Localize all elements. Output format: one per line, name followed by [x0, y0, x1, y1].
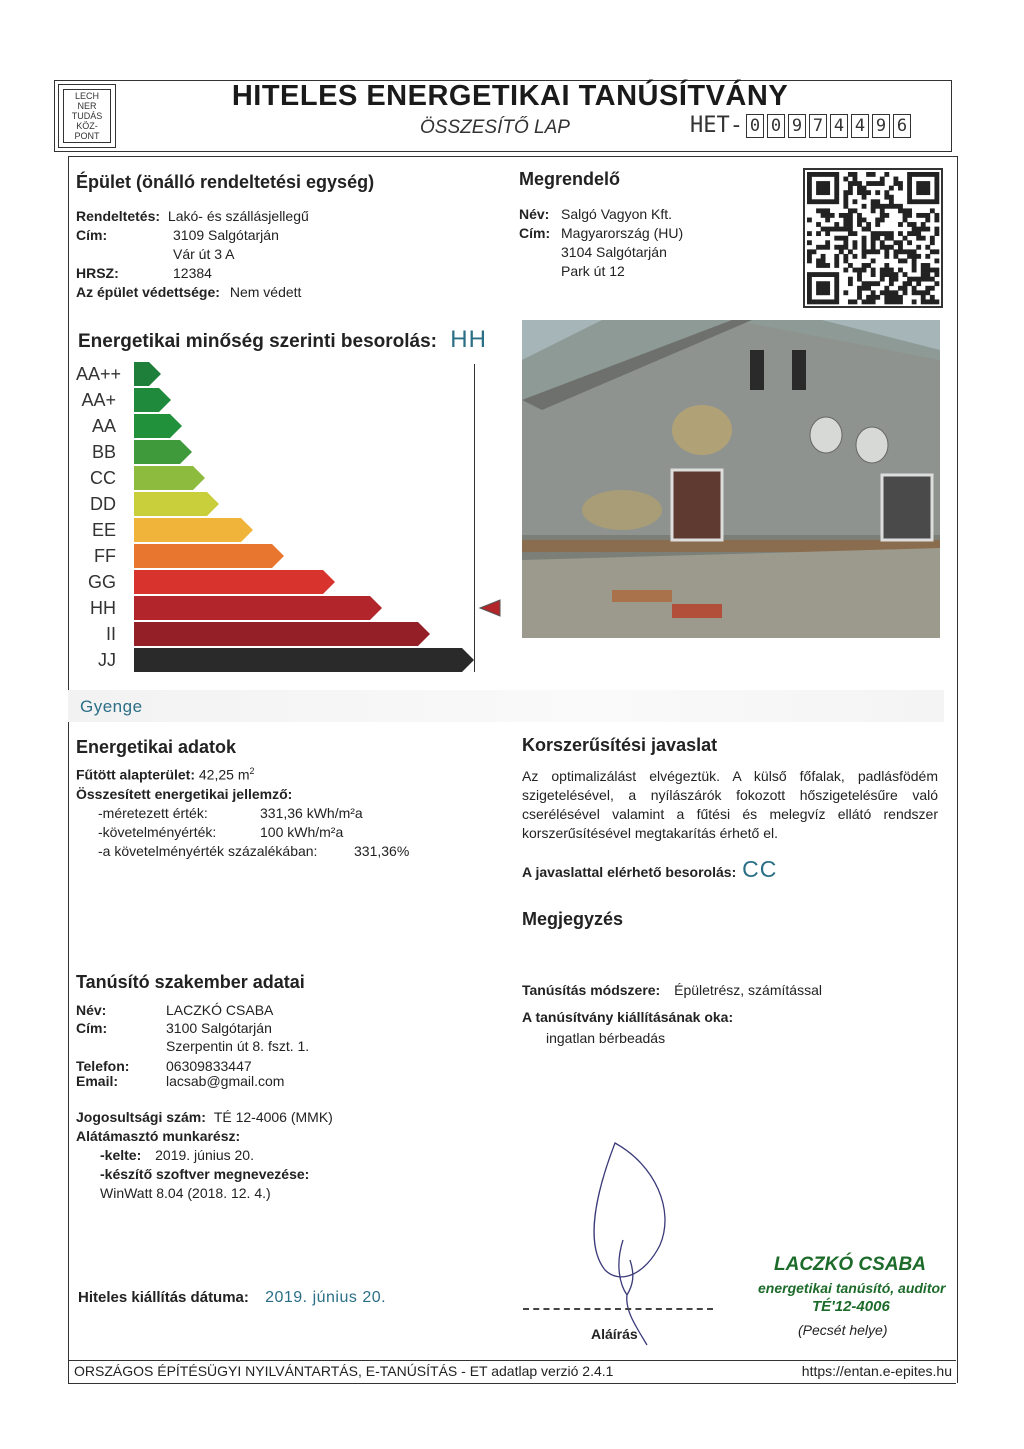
szoftver-value: WinWatt 8.04 (2018. 12. 4.) — [100, 1185, 271, 1201]
achievable-value: CC — [742, 856, 778, 882]
hrsz-label: HRSZ: — [76, 265, 119, 281]
logo-line: TUDÁS — [71, 111, 103, 121]
kovetelmeny-value: 100 kWh/m²a — [260, 823, 344, 840]
het-digit: 9 — [788, 114, 806, 138]
het-prefix: HET- — [690, 113, 743, 138]
building-cim-line1: 3109 Salgótarján — [173, 227, 279, 243]
hrsz-value: 12384 — [173, 265, 212, 281]
quality-word: Gyenge — [80, 697, 143, 716]
tel-value: 06309833447 — [166, 1058, 252, 1074]
grade-label: AA++ — [76, 364, 122, 384]
grade-label: FF — [94, 546, 116, 566]
rating-marker-arrow — [478, 598, 508, 618]
grade-label: EE — [91, 520, 116, 540]
recommendation-heading: Korszerűsítési javaslat — [522, 735, 718, 755]
stamp-name: LACZKÓ CSABA — [774, 1254, 926, 1275]
energy-details — [76, 762, 496, 861]
ok-label: A tanúsítvány kiállításának oka: — [522, 1009, 734, 1025]
achievable-label: A javaslattal elérhető besorolás: — [522, 864, 737, 880]
logo-line: KÖZ- — [76, 121, 98, 131]
signature-label: Aláírás — [591, 1326, 638, 1342]
client-nev-value: Salgó Vagyon Kft. — [561, 206, 673, 222]
tel-label: Telefon: — [76, 1058, 130, 1074]
quality-band — [68, 690, 944, 722]
kelte-label: -kelte: — [100, 1147, 142, 1163]
footer — [68, 1360, 956, 1384]
meretezett-label: -méretezett érték: — [98, 804, 208, 821]
client-cim-line1: Magyarország (HU) — [561, 225, 684, 241]
alatamaszto-label: Alátámasztó munkarész: — [76, 1128, 241, 1144]
email-label: Email: — [76, 1073, 119, 1089]
rating-heading-label: Energetikai minőség szerinti besorolás: — [78, 331, 437, 352]
client-cim-line3: Park út 12 — [561, 263, 625, 279]
grade-bar — [134, 544, 284, 568]
grade-label: II — [105, 624, 116, 644]
het-digit: 4 — [851, 114, 869, 138]
grade-label: CC — [90, 468, 116, 488]
building-details — [76, 207, 309, 302]
grade-bar — [134, 362, 161, 386]
rating-value: HH — [450, 326, 487, 353]
expert-cim-label: Cím: — [76, 1020, 108, 1036]
vedettseg-value: Nem védett — [229, 284, 302, 300]
signature-scribble — [575, 1135, 685, 1350]
qr-code-graphic — [805, 170, 941, 306]
building-cim-label: Cím: — [76, 227, 108, 243]
grade-bar — [134, 570, 335, 594]
document-title: HITELES ENERGETIKAI TANÚSÍTVÁNY — [231, 80, 789, 112]
expert-nev-label: Név: — [76, 1002, 107, 1018]
het-digit: 0 — [746, 114, 764, 138]
expert-details — [76, 1001, 309, 1090]
modszer-label: Tanúsítás módszere: — [522, 982, 661, 998]
grade-bar — [134, 596, 382, 620]
issue-date-value: 2019. június 20. — [265, 1289, 387, 1306]
jogosultsagi-value: TÉ 12-4006 (MMK) — [213, 1109, 333, 1125]
grade-bar — [134, 492, 219, 516]
footer-left: ORSZÁGOS ÉPÍTÉSÜGYI NYILVÁNTARTÁS, E-TANÚSÍTÁS - ET adatlap verzió 2.4.1 — [74, 1363, 614, 1379]
grade-label: HH — [90, 598, 116, 618]
grade-bar — [134, 466, 205, 490]
grade-bar — [134, 648, 474, 672]
rating-heading — [78, 326, 487, 354]
area-label: Fűtött alapterület: — [76, 766, 195, 783]
area-value: 42,25 m — [198, 766, 250, 783]
logo-line: LECH — [74, 91, 99, 101]
client-heading: Megrendelő — [519, 169, 621, 189]
grade-label: DD — [90, 494, 116, 514]
summary-label: Összesített energetikai jellemző: — [76, 785, 293, 802]
grade-label: AA+ — [81, 390, 116, 410]
issue-date — [78, 1289, 386, 1307]
stamp-title: energetikai tanúsító, auditor — [758, 1280, 946, 1296]
recommendation-text: Az optimalizálást elvégeztük. A külső főfalak, padlásfödém szigetelésével, a nyílászárók fokozott hőszigetelésűre való cserélésével valamint a fűtési és melegvíz ellátó rendszer korszerűsítésével megtakarítás érhető el. — [522, 768, 938, 841]
expert-cim-line1: 3100 Salgótarján — [166, 1020, 272, 1036]
grade-bar — [134, 388, 171, 412]
area-unit-sup: 2 — [249, 766, 255, 776]
het-digit: 4 — [830, 114, 848, 138]
client-cim-label: Cím: — [519, 225, 551, 241]
issue-date-label: Hiteles kiállítás dátuma: — [78, 1289, 249, 1306]
grade-label: AA — [91, 416, 116, 436]
rendeltetes-value: Lakó- és szállásjellegű — [167, 208, 309, 224]
grade-bar — [134, 622, 430, 646]
kelte-value: 2019. június 20. — [155, 1147, 254, 1163]
method-details — [522, 980, 822, 1049]
logo-line: PONT — [74, 131, 100, 141]
rendeltetes-label: Rendeltetés: — [76, 208, 161, 224]
scale-divider — [474, 364, 475, 672]
energy-heading: Energetikai adatok — [76, 737, 237, 757]
client-details — [519, 205, 683, 281]
lechner-logo — [58, 84, 116, 148]
grade-bar — [134, 440, 192, 464]
kovetelmeny-label: -követelményérték: — [98, 823, 217, 840]
het-digit: 0 — [767, 114, 785, 138]
logo-line: NER — [77, 101, 97, 111]
client-cim-line2: 3104 Salgótarján — [561, 244, 667, 260]
jogosultsagi-label: Jogosultsági szám: — [76, 1109, 206, 1125]
szazalek-label: -a követelményérték százalékában: — [98, 842, 318, 859]
signature-line — [523, 1308, 713, 1310]
qr-code — [803, 168, 943, 308]
modszer-value: Épületrész, számítással — [674, 982, 822, 998]
het-identifier — [690, 113, 911, 138]
stamp-number: TÉ'12-4006 — [812, 1298, 890, 1315]
energy-scale — [68, 360, 488, 680]
het-digit: 6 — [893, 114, 911, 138]
grade-bar — [134, 518, 253, 542]
het-digit: 9 — [872, 114, 890, 138]
document-subtitle: ÖSSZESÍTŐ LAP — [420, 117, 570, 138]
building-heading: Épület (önálló rendeltetési egység) — [76, 172, 375, 192]
grade-label: BB — [91, 442, 116, 462]
grade-bar — [134, 414, 182, 438]
szazalek-value: 331,36% — [354, 842, 410, 859]
building-cim-line2: Vár út 3 A — [173, 246, 235, 262]
grade-label: GG — [87, 572, 116, 592]
expert-heading: Tanúsító szakember adatai — [76, 972, 305, 992]
footer-right: https://entan.e-epites.hu — [801, 1363, 952, 1379]
expert-cim-line2: Szerpentin út 8. fszt. 1. — [166, 1038, 310, 1054]
stamp-place: (Pecsét helye) — [798, 1322, 888, 1338]
ok-value: ingatlan bérbeadás — [546, 1030, 666, 1046]
het-digit: 7 — [809, 114, 827, 138]
grade-label: JJ — [98, 650, 116, 670]
expert-nev-value: LACZKÓ CSABA — [166, 1002, 274, 1018]
szoftver-label: -készítő szoftver megnevezése: — [100, 1166, 310, 1182]
note-heading: Megjegyzés — [522, 909, 624, 929]
expert-documentation — [76, 1108, 333, 1203]
building-photo — [522, 320, 940, 638]
client-nev-label: Név: — [519, 206, 550, 222]
achievable-rating — [522, 856, 777, 883]
email-value: lacsab@gmail.com — [166, 1073, 285, 1089]
meretezett-value: 331,36 kWh/m²a — [260, 804, 363, 821]
vedettseg-label: Az épület védettsége: — [76, 284, 220, 300]
